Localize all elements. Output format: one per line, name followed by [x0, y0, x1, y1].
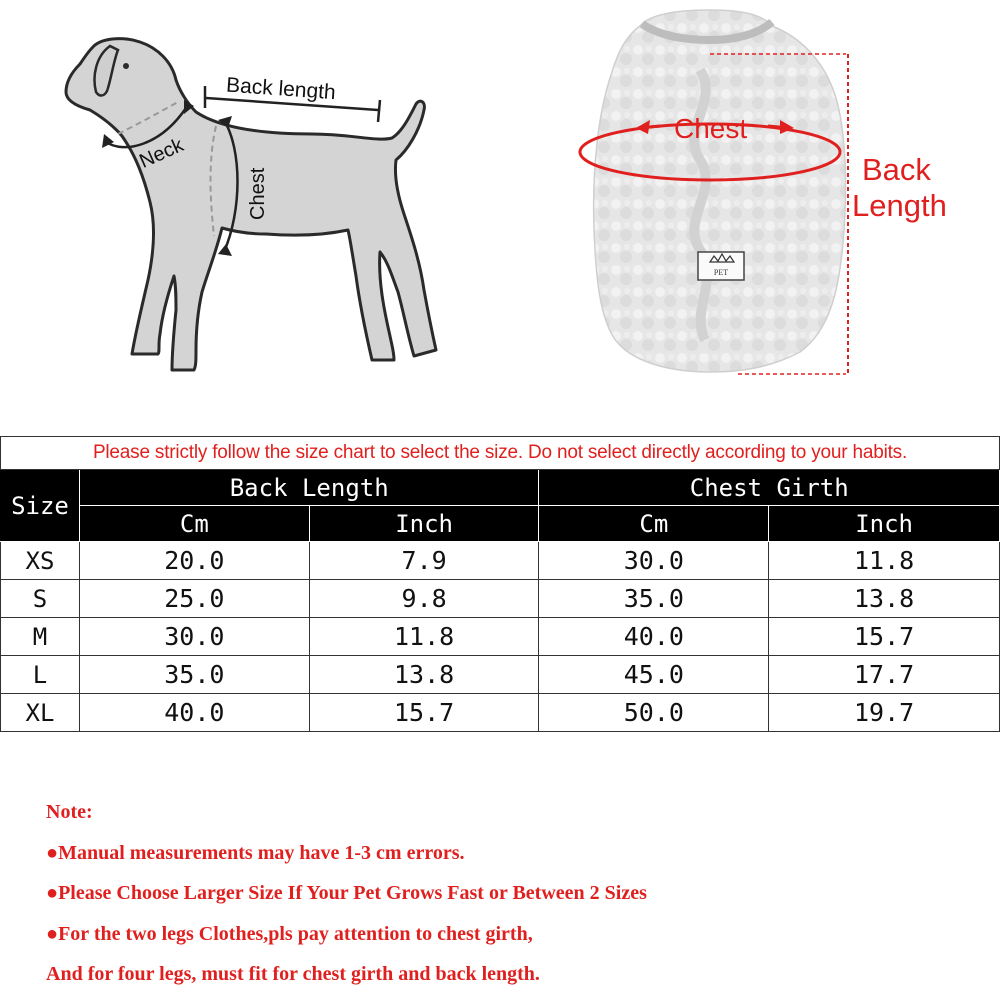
notes-section [46, 792, 966, 995]
back-label-line2: Length [852, 188, 947, 223]
sweater-chest-label: Chest [674, 113, 748, 144]
cell-back-in: 13.8 [309, 656, 539, 694]
cell-size: XL [1, 694, 80, 732]
chest-girth-header: Chest Girth [539, 470, 1000, 506]
table-row [1, 618, 1000, 656]
cell-back-cm: 35.0 [79, 656, 309, 694]
cell-size: S [1, 580, 80, 618]
cell-chest-cm: 50.0 [539, 694, 769, 732]
back-length-label: Back length [225, 73, 337, 105]
dog-measurement-diagram [0, 0, 500, 400]
chest-arrowhead-bottom [218, 244, 232, 256]
cell-back-in: 11.8 [309, 618, 539, 656]
table-row [1, 656, 1000, 694]
table-row [1, 694, 1000, 732]
chest-inch-header: Inch [769, 506, 1000, 542]
cell-back-in: 9.8 [309, 580, 539, 618]
cell-back-cm: 20.0 [79, 542, 309, 580]
cell-back-cm: 30.0 [79, 618, 309, 656]
sweater-diagram [500, 0, 1000, 400]
back-length-header: Back Length [79, 470, 539, 506]
cell-chest-cm: 45.0 [539, 656, 769, 694]
cell-size: M [1, 618, 80, 656]
cell-back-in: 15.7 [309, 694, 539, 732]
cell-size: L [1, 656, 80, 694]
back-inch-header: Inch [309, 506, 539, 542]
chest-cm-header: Cm [539, 506, 769, 542]
dog-eye [123, 63, 129, 69]
size-chart-table [0, 436, 1000, 732]
chest-label: Chest [247, 167, 269, 220]
bullet-icon: ● [46, 841, 59, 864]
cell-chest-in: 11.8 [769, 542, 1000, 580]
cell-chest-cm: 40.0 [539, 618, 769, 656]
note-item: ●Manual measurements may have 1-3 cm errors. [46, 841, 465, 864]
cell-chest-cm: 35.0 [539, 580, 769, 618]
note-item: ●Please Choose Larger Size If Your Pet Grows Fast or Between 2 Sizes [46, 882, 647, 905]
cell-chest-in: 17.7 [769, 656, 1000, 694]
cell-size: XS [1, 542, 80, 580]
sweater-tag-text: PET [713, 268, 729, 277]
bullet-icon: ● [46, 882, 59, 905]
cell-back-cm: 25.0 [79, 580, 309, 618]
cell-back-cm: 40.0 [79, 694, 309, 732]
cell-back-in: 7.9 [309, 542, 539, 580]
bullet-icon: ● [46, 922, 59, 945]
back-cm-header: Cm [79, 506, 309, 542]
note-continuation: And for four legs, must fit for chest girth and back length. [46, 963, 540, 986]
size-warning: Please strictly follow the size chart to select the size. Do not select directly according to your habits. [1, 437, 1000, 470]
sweater-body [594, 10, 846, 372]
cell-chest-in: 13.8 [769, 580, 1000, 618]
back-label-line1: Back [862, 152, 931, 187]
notes-title: Note: [46, 801, 93, 823]
back-length-end-right [378, 100, 380, 122]
cell-chest-in: 15.7 [769, 618, 1000, 656]
table-row [1, 542, 1000, 580]
neck-label: Neck [136, 134, 187, 173]
cell-chest-cm: 30.0 [539, 542, 769, 580]
note-item: ●For the two legs Clothes,pls pay attention to chest girth, [46, 922, 533, 945]
size-header: Size [1, 470, 80, 542]
table-row [1, 580, 1000, 618]
cell-chest-in: 19.7 [769, 694, 1000, 732]
